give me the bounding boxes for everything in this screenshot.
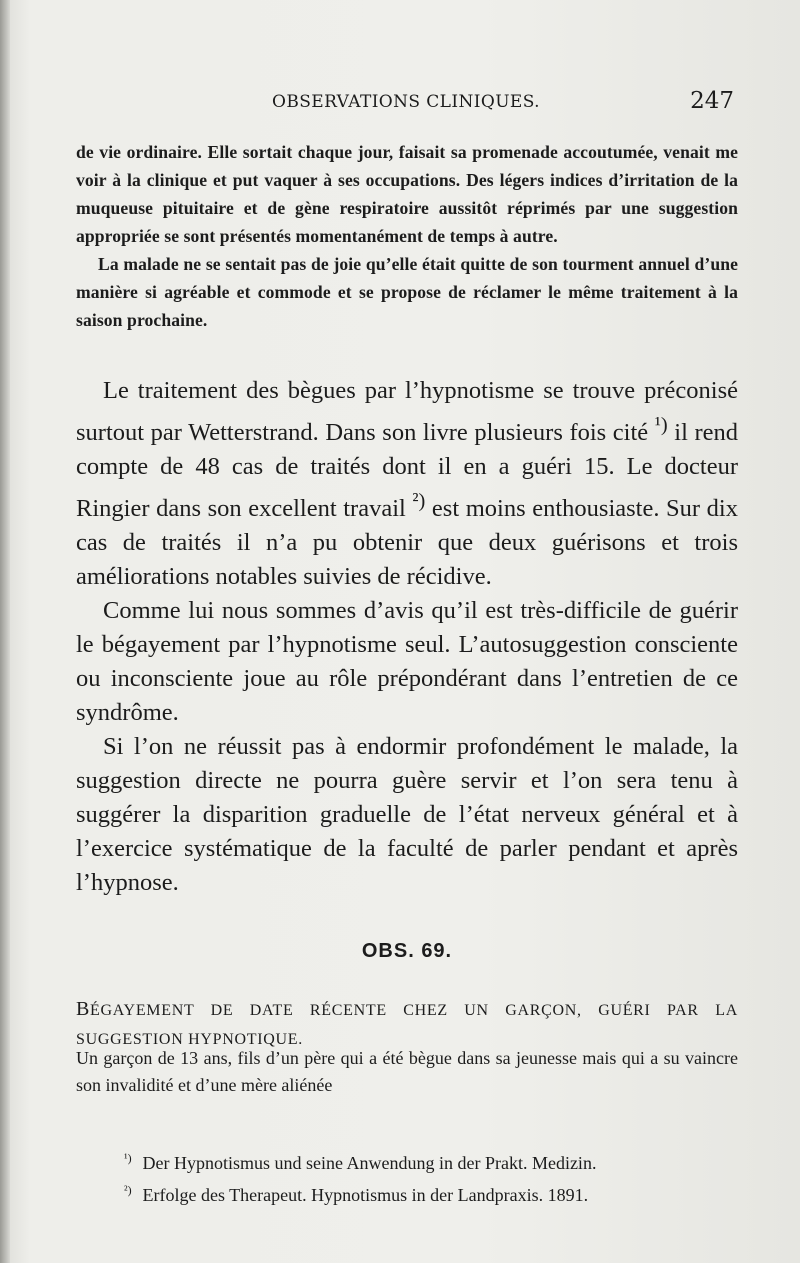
footnote-2 bbox=[124, 1177, 738, 1209]
footnote-2-text: Erfolge des Therapeut. Hypnotismus in der Landpraxis. 1891. bbox=[142, 1185, 589, 1205]
main-paragraph-1-part-2: il rend compte de 48 cas de traités dont il en a guéri 15. Le docteur Ringier dans son excellent travail bbox=[76, 419, 739, 523]
main-paragraph-1-part-1: Le traitement des bègues par l’hypnotisme se trouve préconisé surtout par Wetterstrand. Dans son livre plusieurs fois cité bbox=[76, 377, 738, 447]
footnote-reference-1: ¹) bbox=[654, 414, 668, 436]
main-paragraph-1 bbox=[76, 374, 738, 594]
page-number: 247 bbox=[690, 88, 734, 114]
observation-heading: BÉGAYEMENT DE DATE RÉCENTE CHEZ UN GARÇON, GUÉRI PAR LA SUGGESTION HYPNOTIQUE. bbox=[76, 998, 738, 1048]
book-spine-shadow bbox=[0, 0, 10, 1263]
footnote-1-marker: ¹) bbox=[124, 1151, 132, 1165]
main-text bbox=[76, 374, 738, 900]
footnote-reference-2: ²) bbox=[412, 490, 426, 513]
observation-body: Un garçon de 13 ans, fils d’un père qui a été bègue dans sa jeunesse mais qui a su vaincre son invalidité et d’une mère aliénée bbox=[76, 1048, 738, 1095]
footnote-1 bbox=[124, 1145, 738, 1177]
main-paragraph-3: Si l’on ne réussit pas à endormir profondément le malade, la suggestion directe ne pourra guère servir et l’on sera tenu à suggérer la disparition graduelle de l’état nerveux général et à l’exercice systématique de la faculté de parler pendant et après l’hypnose. bbox=[76, 733, 738, 897]
intro-paragraph-2: La malade ne se sentait pas de joie qu’elle était quitte de son tourment annuel d’une manière si agréable et commode et se propose de réclamer le même traitement à la saison prochaine. bbox=[76, 254, 738, 330]
intro-paragraph-1: de vie ordinaire. Elle sortait chaque jour, faisait sa promenade accoutumée, venait me voir à la clinique et put vaquer à ses occupations. Des légers indices d’irritation de la muqueuse pituitaire et de gène respiratoire aussitôt réprimés par une suggestion appropriée se sont présentés momentanément de temps à autre. bbox=[76, 142, 738, 246]
footnote-2-marker: ²) bbox=[124, 1183, 132, 1197]
continued-text bbox=[76, 138, 738, 334]
footnote-1-text: Der Hypnotismus und seine Anwendung in der Prakt. Medizin. bbox=[142, 1153, 597, 1173]
main-paragraph-2: Comme lui nous sommes d’avis qu’il est très-difficile de guérir le bégayement par l’hypnotisme seul. L’autosuggestion consciente ou inconsciente joue au rôle prépondérant dans l’entretien de ce syndrôme. bbox=[76, 597, 738, 727]
running-title: OBSERVATIONS CLINIQUES. bbox=[272, 92, 540, 112]
observation-title: OBS. 69. bbox=[361, 940, 453, 962]
main-paragraph-1-part-3: est moins enthousiaste. Sur dix cas de traités il n’a pu obtenir que deux guérisons et trois améliorations notables suivies de récidive. bbox=[76, 495, 738, 591]
page-header bbox=[76, 88, 738, 122]
footnotes bbox=[76, 1145, 738, 1209]
